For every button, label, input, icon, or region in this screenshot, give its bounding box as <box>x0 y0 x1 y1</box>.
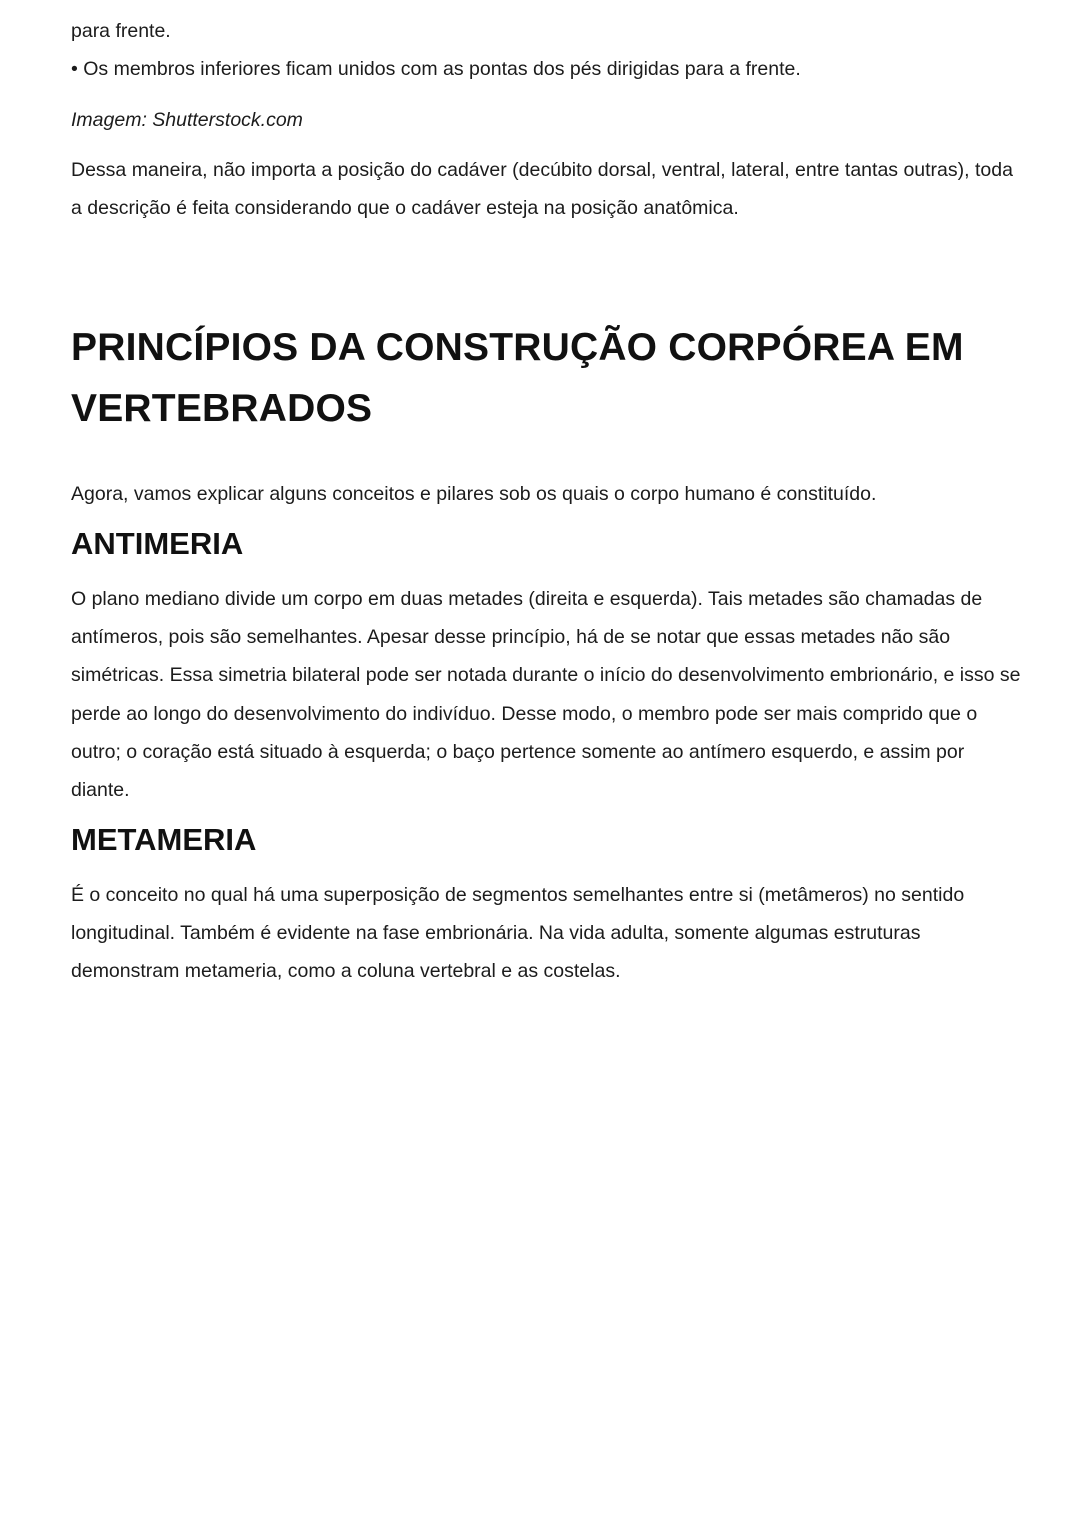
section-title: PRINCÍPIOS DA CONSTRUÇÃO CORPÓREA EM VERTEBRADOS <box>71 326 964 430</box>
metameria-paragraph: É o conceito no qual há uma superposição de segmentos semelhantes entre si (metâmeros) no sentido longitudinal. Também é evidente na fase embrionária. Na vida adulta, somente algumas estruturas demonstram metameria, como a coluna vertebral e as costelas. <box>71 884 965 983</box>
metameria-heading: METAMERIA <box>71 822 257 857</box>
antimeria-paragraph: O plano mediano divide um corpo em duas metades (direita e esquerda). Tais metades são chamadas de antímeros, pois são semelhantes. Apesar desse princípio, há de se notar que essas metades não são simétricas. Essa simetria bilateral pode ser notada durante o início do desenvolvimento embrionário, e isso se perde ao longo do desenvolvimento do indivíduo. Desse modo, o membro pode ser mais comprido que o outro; o coração está situado à esquerda; o baço pertence somente ao antímero esquerdo, e assim por diante. <box>71 588 1021 802</box>
section-intro: Agora, vamos explicar alguns conceitos e pilares sob os quais o corpo humano é constituído. <box>71 483 877 505</box>
antimeria-heading: ANTIMERIA <box>71 526 244 561</box>
bullet-item: • Os membros inferiores ficam unidos com as pontas dos pés dirigidas para a frente. <box>71 58 801 80</box>
continued-text-line: para frente. <box>71 20 171 42</box>
image-credit: Imagem: Shutterstock.com <box>71 109 303 131</box>
anatomical-position-paragraph: Dessa maneira, não importa a posição do cadáver (decúbito dorsal, ventral, lateral, entre tantas outras), toda a descrição é feita considerando que o cadáver esteja na posição anatômica. <box>71 159 1013 220</box>
